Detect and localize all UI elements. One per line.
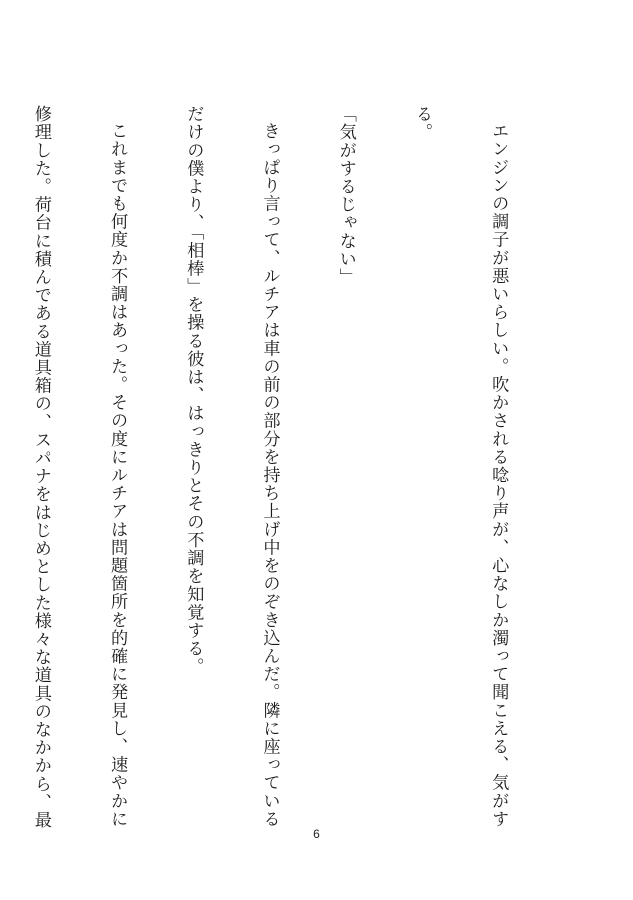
page-number: 6: [313, 827, 320, 841]
text-line: きっぱり言って、ルチアは車の前の部分を持ち上げ中をのぞき込んだ。隣に座っている: [259, 122, 280, 829]
text-line: エンジンの調子が悪いらしい。吹かされる唸り声が、心なしか濁って聞こえる、気がす: [488, 122, 509, 829]
text-line: 「気がするじゃない」: [335, 105, 356, 286]
text-line: これまでも何度か不調はあった。その度にルチアは問題箇所を的確に発見し、速やかに: [107, 122, 128, 829]
text-line: る。: [411, 105, 432, 142]
text-line: 修理した。荷台に積んである道具箱の、スパナをはじめとした様々な道具のなかから、最: [30, 105, 51, 829]
body-text: [0, 105, 561, 829]
text-line: だけの僕より、「相棒」を操る彼は、はっきりとその不調を知覚する。: [183, 105, 204, 676]
